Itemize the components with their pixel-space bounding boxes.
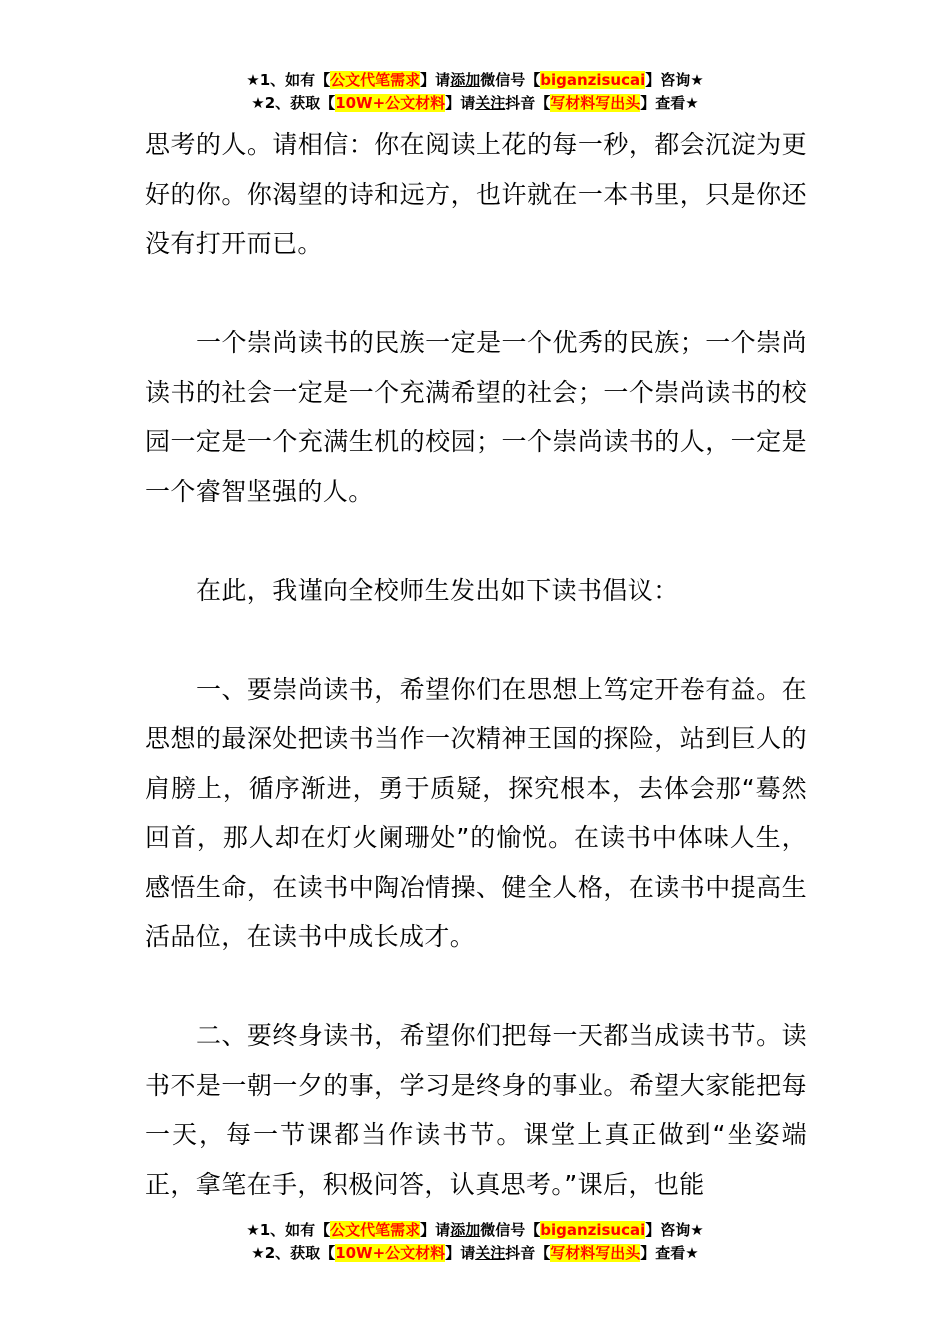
header-banner [0, 69, 950, 115]
banner-text: 】咨询★ [645, 71, 704, 89]
wechat-id: biganzisucai [540, 71, 646, 89]
banner-text: 抖音【 [505, 94, 551, 112]
paragraph: 思考的人。请相信：你在阅读上花的每一秒，都会沉淀为更好的你。你渴望的诗和远方，也许就在一本书里，只是你还没有打开而已。 [145, 130, 807, 258]
douyin-id: 写材料写出头 [550, 94, 641, 112]
banner-text: 】查看★ [640, 1244, 699, 1262]
wechat-id: biganzisucai [540, 1221, 646, 1239]
banner-text: ★1、如有【 [246, 71, 331, 89]
banner-text: ★2、获取【 [251, 94, 336, 112]
banner-line-1 [0, 1219, 950, 1242]
paragraph: 在此，我谨向全校师生发出如下读书倡议： [196, 575, 679, 605]
banner-text: 】咨询★ [645, 1221, 704, 1239]
banner-text: 】请 [420, 1221, 451, 1239]
banner-text: ★2、获取【 [251, 1244, 336, 1262]
highlight-text: 公文代笔需求 [330, 1221, 421, 1239]
banner-text: 抖音【 [505, 1244, 551, 1262]
douyin-id: 写材料写出头 [550, 1244, 641, 1262]
banner-text: 微信号【 [480, 71, 541, 89]
document-body [145, 120, 807, 1209]
banner-text: ★1、如有【 [246, 1221, 331, 1239]
banner-text: 】请 [445, 1244, 476, 1262]
highlight-text: 公文代笔需求 [330, 71, 421, 89]
underlined-text: 关注 [475, 94, 506, 112]
banner-text: 】查看★ [640, 94, 699, 112]
banner-text: 微信号【 [480, 1221, 541, 1239]
banner-text: 】请 [445, 94, 476, 112]
highlight-text: 10W+公文材料 [335, 94, 446, 112]
paragraph: 一、要崇尚读书，希望你们在思想上笃定开卷有益。在思想的最深处把读书当作一次精神王国的探险，站到巨人的肩膀上，循序渐进，勇于质疑，探究根本，去体会那“蓦然回首，那人却在灯火阑珊处”的愉悦。在读书中体味人生，感悟生命，在读书中陶冶情操、健全人格，在读书中提高生活品位，在读书中成长成才。 [145, 674, 807, 951]
banner-line-2 [0, 92, 950, 115]
highlight-text: 10W+公文材料 [335, 1244, 446, 1262]
underlined-text: 添加 [450, 71, 481, 89]
footer-banner [0, 1219, 950, 1265]
underlined-text: 关注 [475, 1244, 506, 1262]
banner-line-2 [0, 1242, 950, 1265]
banner-line-1 [0, 69, 950, 92]
banner-text: 】请 [420, 71, 451, 89]
paragraph: 一个崇尚读书的民族一定是一个优秀的民族；一个崇尚读书的社会一定是一个充满希望的社会；一个崇尚读书的校园一定是一个充满生机的校园；一个崇尚读书的人，一定是一个睿智坚强的人。 [145, 328, 807, 506]
underlined-text: 添加 [450, 1221, 481, 1239]
paragraph: 二、要终身读书，希望你们把每一天都当成读书节。读书不是一朝一夕的事，学习是终身的事业。希望大家能把每一天，每一节课都当作读书节。课堂上真正做到“坐姿端正，拿笔在手，积极问答，认真思考。”课后，也能 [145, 1021, 807, 1199]
